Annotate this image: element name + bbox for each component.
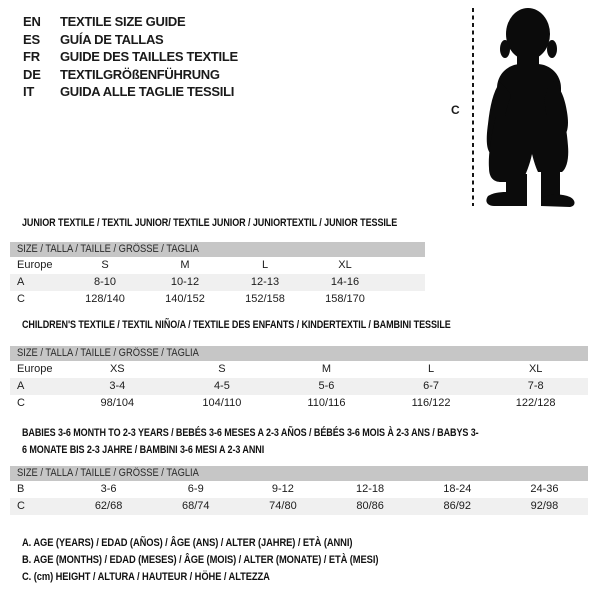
size-value-cell: 12-13 — [250, 276, 280, 288]
size-value-cell: S — [101, 259, 109, 271]
lang-row-es — [23, 31, 238, 49]
size-value-cell: 18-24 — [443, 483, 472, 495]
table-header-label: SIZE / TALLA / TAILLE / GRÖSSE / TAGLIA — [17, 243, 199, 255]
size-value-cell: M — [321, 363, 332, 375]
size-value-cell: 14-16 — [330, 276, 360, 288]
table-row — [10, 274, 425, 291]
size-value-cell: 5-6 — [318, 380, 335, 392]
size-value-cell: 152/158 — [245, 293, 285, 305]
table-row — [10, 378, 588, 395]
table-row — [10, 481, 588, 498]
row-label-cell: Europe — [17, 363, 53, 375]
table-header-label: SIZE / TALLA / TAILLE / GRÖSSE / TAGLIA — [17, 467, 199, 479]
section-title-children: CHILDREN'S TEXTILE / TEXTIL NIÑO/A / TEXTILE DES ENFANTS / KINDERTEXTIL / BAMBINI TESSILE — [22, 319, 451, 331]
size-value-cell: 92/98 — [530, 500, 559, 512]
size-value-cell: 3-6 — [100, 483, 117, 495]
table-body — [10, 481, 588, 515]
size-value-cell: 158/170 — [325, 293, 365, 305]
size-value-cell: 8-10 — [93, 276, 117, 288]
table-row — [10, 395, 588, 412]
lang-title: GUIDE DES TAILLES TEXTILE — [60, 49, 238, 64]
row-label-cell: C — [17, 293, 25, 305]
size-value-cell: 98/104 — [100, 397, 135, 409]
table-row — [10, 498, 588, 515]
size-table-junior — [10, 242, 425, 308]
lang-row-de — [23, 66, 238, 84]
size-value-cell: 104/110 — [202, 397, 242, 409]
size-value-cell: 140/152 — [165, 293, 205, 305]
size-value-cell: L — [261, 259, 269, 271]
size-value-cell: 116/122 — [411, 397, 451, 409]
size-value-cell: XS — [109, 363, 125, 375]
lang-code: DE — [23, 66, 41, 82]
size-value-cell: 4-5 — [213, 380, 230, 392]
lang-row-it — [23, 83, 238, 101]
row-label-cell: Europe — [17, 259, 53, 271]
lang-code: ES — [23, 31, 40, 47]
lang-title: TEXTILE SIZE GUIDE — [60, 14, 186, 29]
size-value-cell: 3-4 — [109, 380, 126, 392]
size-value-cell: S — [218, 363, 226, 375]
table-body — [10, 257, 425, 308]
size-value-cell: 9-12 — [271, 483, 294, 495]
table-row — [10, 361, 588, 378]
size-value-cell: L — [428, 363, 435, 375]
size-value-cell: 7-8 — [527, 380, 544, 392]
size-value-cell: XL — [528, 363, 543, 375]
lang-title: GUIDA ALLE TAGLIE TESSILI — [60, 84, 235, 99]
language-title-list — [23, 13, 238, 101]
section-title-babies: BABIES 3-6 MONTH TO 2-3 YEARS / BEBÉS 3-6 MESES A 2-3 AÑOS / BÉBÉS 3-6 MOIS À 2-3 ANS / BABYS 3-6 MONATE BIS 2-3 JAHRE / BAMBINI 3-6 MESI A 2-3 ANNI — [22, 427, 479, 456]
lang-code: IT — [23, 84, 35, 99]
size-value-cell: 12-18 — [356, 483, 385, 495]
row-label-cell: C — [17, 500, 25, 512]
lang-title: TEXTILGRÖßENFÜHRUNG — [60, 66, 220, 82]
size-value-cell: 122/128 — [515, 397, 556, 409]
height-measure-label: C — [451, 103, 460, 117]
size-value-cell: 62/68 — [94, 500, 123, 512]
size-value-cell: 10-12 — [170, 276, 200, 288]
table-row — [10, 257, 425, 274]
table-header-band — [10, 242, 425, 257]
size-value-cell: 80/86 — [356, 500, 384, 512]
row-label-cell: A — [17, 276, 25, 288]
row-label-cell: C — [17, 397, 25, 409]
table-header-label: SIZE / TALLA / TAILLE / GRÖSSE / TAGLIA — [17, 347, 199, 359]
footnote-age-years: A. AGE (YEARS) / EDAD (AÑOS) / ÂGE (ANS) / ALTER (JAHRE) / ETÀ (ANNI) — [22, 537, 353, 549]
lang-row-en — [23, 13, 238, 31]
table-header-band — [10, 466, 588, 481]
table-header-band — [10, 346, 588, 361]
size-value-cell: 110/116 — [307, 397, 346, 409]
footnote-age-months: B. AGE (MONTHS) / EDAD (MESES) / ÂGE (MOIS) / ALTER (MONATE) / ETÀ (MESI) — [22, 554, 379, 566]
size-value-cell: 6-9 — [187, 483, 204, 495]
size-value-cell: XL — [338, 259, 352, 271]
size-table-babies — [10, 466, 588, 515]
size-value-cell: M — [180, 259, 190, 271]
size-value-cell: 74/80 — [269, 500, 297, 512]
size-value-cell: 128/140 — [85, 293, 125, 305]
lang-title: GUÍA DE TALLAS — [60, 31, 164, 47]
table-row — [10, 291, 425, 308]
row-label-cell: B — [17, 483, 25, 495]
toddler-silhouette-icon — [486, 6, 582, 208]
size-value-cell: 68/74 — [181, 500, 210, 512]
size-value-cell: 6-7 — [423, 380, 440, 392]
row-label-cell: A — [17, 380, 25, 392]
section-title-junior: JUNIOR TEXTILE / TEXTIL JUNIOR/ TEXTILE JUNIOR / JUNIORTEXTIL / JUNIOR TESSILE — [22, 217, 398, 229]
size-value-cell: 24-36 — [530, 483, 559, 495]
lang-row-fr — [23, 48, 238, 66]
lang-code: FR — [23, 49, 40, 64]
size-table-children — [10, 346, 588, 412]
table-body — [10, 361, 588, 412]
height-measure-line — [472, 8, 474, 206]
size-value-cell: 86/92 — [443, 500, 472, 512]
footnote-height: C. (cm) HEIGHT / ALTURA / HAUTEUR / HÖHE / ALTEZZA — [22, 571, 270, 583]
lang-code: EN — [23, 14, 41, 29]
